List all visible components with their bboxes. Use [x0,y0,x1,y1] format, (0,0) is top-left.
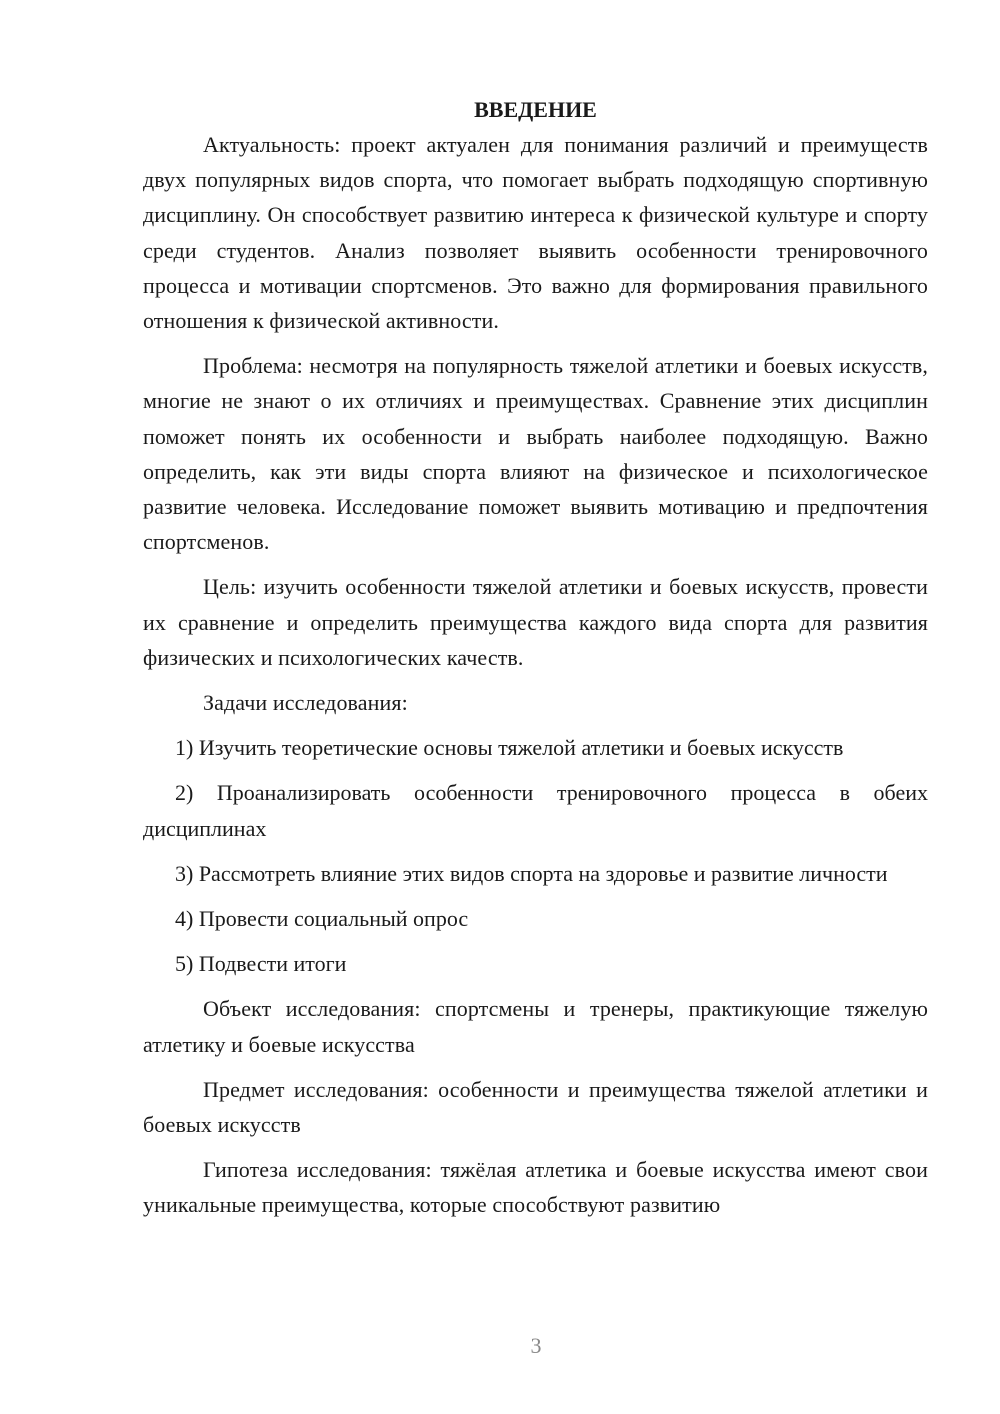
paragraph-hypothesis: Гипотеза исследования: тяжёлая атлетика и боевые искусства имеют свои уникальные преимущества, которые способствуют развитию [143,1157,928,1218]
document-page [143,92,928,1233]
task-item: 3) Рассмотреть влияние этих видов спорта на здоровье и развитие личности [175,860,888,886]
paragraph-object: Объект исследования: спортсмены и тренеры, практикующие тяжелую атлетику и боевые искусства [143,996,928,1057]
paragraph-tasks-title: Задачи исследования: [203,690,408,716]
paragraph-goal: Цель: изучить особенности тяжелой атлетики и боевых искусств, провести их сравнение и определить преимущества каждого вида спорта для развития физических и психологических качеств. [143,574,928,670]
task-item: 1) Изучить теоретические основы тяжелой атлетики и боевых искусств [175,735,844,761]
task-item: 2) Проанализировать особенности тренировочного процесса в обеих дисциплинах [143,780,928,841]
paragraph-subject: Предмет исследования: особенности и преимущества тяжелой атлетики и боевых искусств [143,1076,928,1138]
paragraph-relevance: Актуальность: проект актуален для понимания различий и преимуществ двух популярных видов спорта, что помогает выбрать подходящую спортивную дисциплину. Он способствует развитию интереса к физической культуре и спорту среди студентов. Анализ позволяет выявить особенности тренировочного процесса и мотивации спортсменов. Это важно для формирования правильного отношения к физической активности. [143,132,928,334]
task-item: 5) Подвести итоги [175,951,347,977]
task-item: 4) Провести социальный опрос [175,906,469,932]
page-number: 3 [530,1333,542,1358]
paragraph-problem: Проблема: несмотря на популярность тяжелой атлетики и боевых искусств, многие не знают о их отличиях и преимуществах. Сравнение этих дисциплин поможет понять их особенности и выбрать наиболее подходящую. Важно определить, как эти виды спорта влияют на физическое и психологическое развитие человека. Исследование поможет выявить мотивацию и предпочтения спортсменов. [143,353,928,555]
section-heading: ВВЕДЕНИЕ [474,97,597,122]
